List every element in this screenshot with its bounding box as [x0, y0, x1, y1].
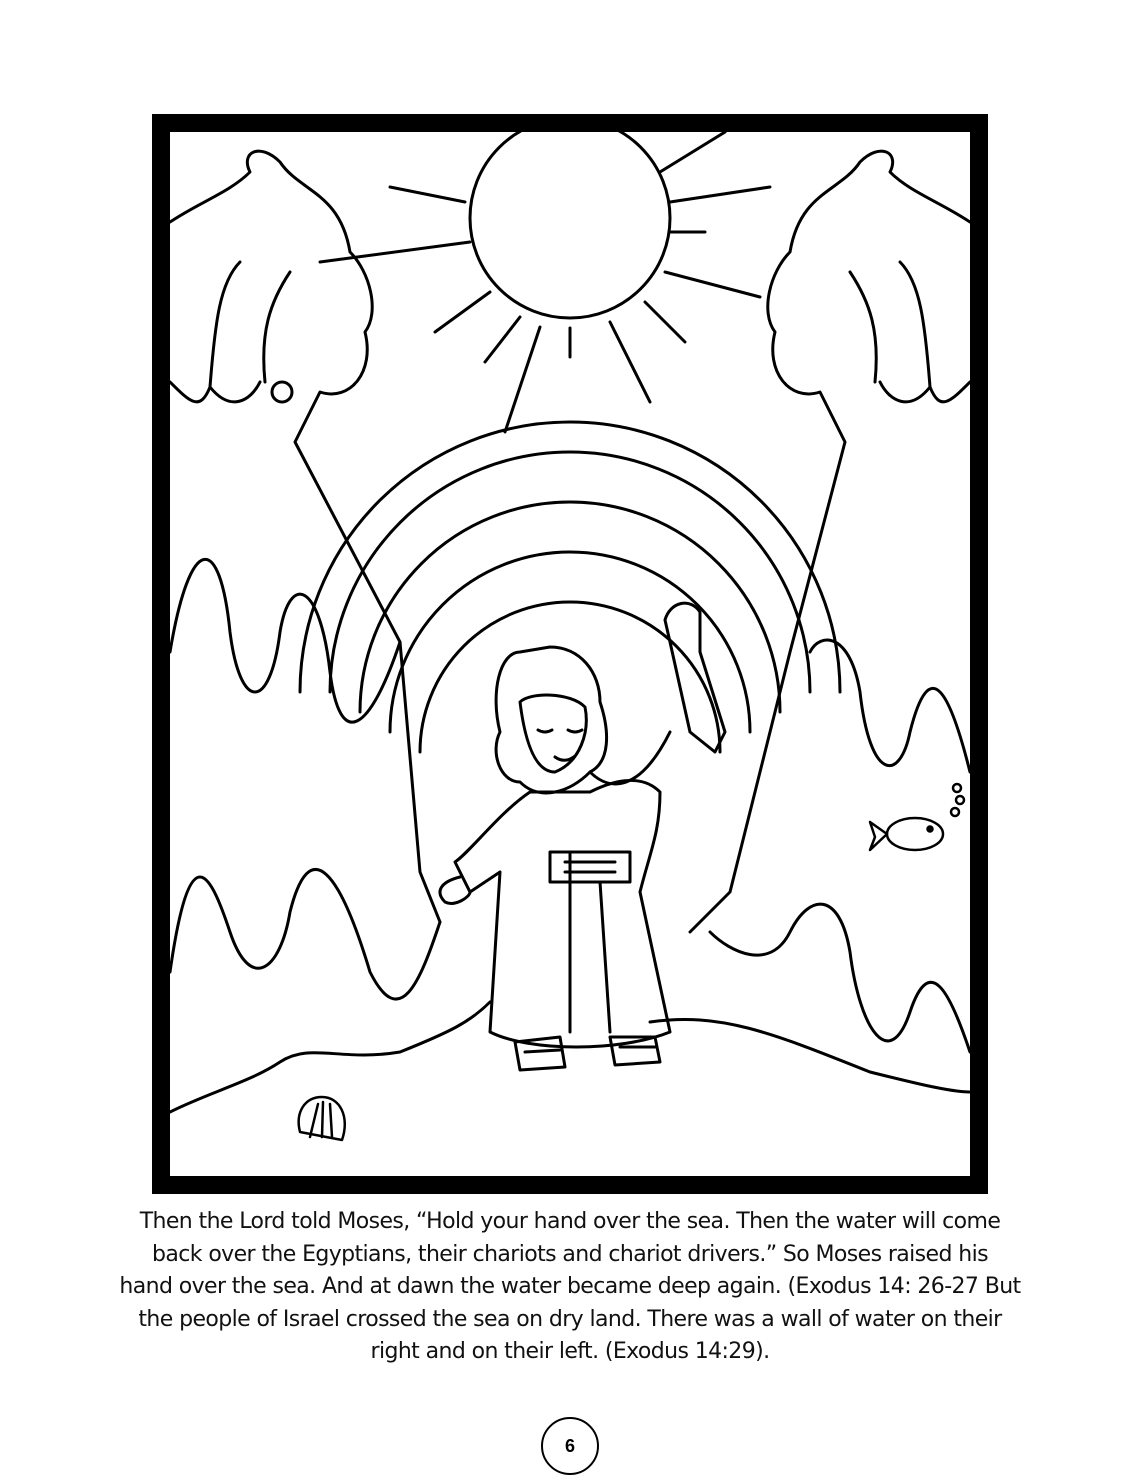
- caption-line: Then the Lord told Moses, “Hold your hand over the sea. Then the water will come: [139, 1209, 1001, 1234]
- scripture-caption: [60, 1206, 1080, 1369]
- caption-line: right and on their left. (Exodus 14:29).: [370, 1339, 770, 1364]
- moses-figure: [440, 603, 725, 1070]
- caption-line: hand over the sea. And at dawn the water became deep again. (Exodus 14: 26-27 But: [119, 1274, 1021, 1299]
- sun-icon: [320, 132, 770, 432]
- caption-line: back over the Egyptians, their chariots and chariot drivers.” So Moses raised his: [152, 1241, 988, 1267]
- caption-line: the people of Israel crossed the sea on dry land. There was a wall of water on their: [138, 1306, 1002, 1332]
- page-number: 6: [541, 1417, 599, 1475]
- fish-icon: [870, 784, 964, 850]
- left-water-wall: [170, 151, 490, 1112]
- coloring-frame: [152, 114, 988, 1194]
- coloring-illustration: [170, 132, 970, 1176]
- rainbow-icon: [300, 422, 840, 752]
- right-water-wall: [650, 151, 970, 1092]
- seashell-icon: [299, 1097, 345, 1140]
